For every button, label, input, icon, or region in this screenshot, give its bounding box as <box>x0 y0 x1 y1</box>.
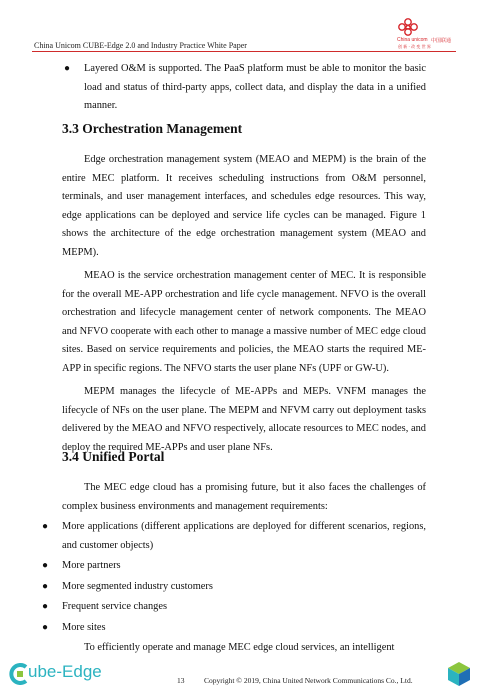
intro-bullet <box>62 60 426 116</box>
bullet-list <box>40 518 426 637</box>
paragraph: Edge orchestration management system (MEAO and MEPM) is the brain of the entire MEC platform. It receives scheduling instructions from O&M personnel, terminals, and user management interfaces, and schedules edge resources. This way, edge applications can be deployed and service life cycles can be managed. Figure 1 shows the architecture of the edge orchestration management system (MEAO and MEPM). <box>62 154 426 258</box>
bullet-dot-icon: ● <box>64 63 71 74</box>
list-item-text: More sites <box>62 621 106 633</box>
list-item <box>40 518 426 555</box>
list-item-text: Frequent service changes <box>62 601 168 612</box>
list-item <box>40 578 426 597</box>
paragraph: MEPM manages the lifecycle of ME-APPs and MEPs. VNFM manages the lifecycle of NFs on the user plane. The MEPM and NFVM carry out deployment tasks delivered by the MEAO and NFVO respectively, allocate resources to MEC nodes, and deploy the required ME-APPs and user plane NFs. <box>62 386 426 453</box>
bullet-dot-icon: ● <box>42 580 49 592</box>
section-heading-3-4: 3.4 Unified Portal <box>62 449 165 464</box>
list-item <box>40 557 426 576</box>
footer-brand-text: ube-Edge <box>28 662 102 681</box>
bullet-dot-icon: ● <box>42 621 49 633</box>
cube-icon <box>446 660 472 688</box>
list-item-text: More segmented industry customers <box>62 580 213 592</box>
china-unicom-logo-icon <box>394 16 422 38</box>
logo-text-cn: 中国联通 <box>431 38 452 44</box>
paragraph: MEAO is the service orchestration management center of MEC. It is responsible for the overall ME-APP orchestration and life cycle management. NFVO is the overall orchestration and lifecycle management center of network components. The MEAO and NFVO cooperate with each other to manage a massive number of MEC edge cloud sites. Based on service requirements and policies, the MEAO starts the required ME-APP in specific regions. The NFVO starts the user plane NFs (UPF or GW-U). <box>62 270 426 374</box>
list-item <box>40 619 426 638</box>
footer-brand-logo <box>8 662 108 686</box>
copyright: Copyright © 2019, China United Network Communications Co., Ltd. <box>204 676 413 685</box>
bullet-dot-icon: ● <box>42 521 49 532</box>
page-number: 13 <box>177 676 185 685</box>
paragraph: The MEC edge cloud has a promising future, but it also faces the challenges of complex business environments and management requirements: <box>62 482 426 512</box>
header-title: China Unicom CUBE-Edge 2.0 and Industry Practice White Paper <box>34 41 247 50</box>
section-heading-3-3: 3.3 Orchestration Management <box>62 121 243 136</box>
list-item <box>40 598 426 617</box>
section-3-4-body <box>42 479 426 658</box>
bullet-dot-icon: ● <box>42 560 49 571</box>
section-3-3-body <box>62 151 426 457</box>
bullet-dot-icon: ● <box>42 601 49 612</box>
logo-text-en: China unicom <box>397 37 428 43</box>
list-item-text: More partners <box>62 560 121 571</box>
list-item-text: More applications (different applications are deployed for different scenarios, regions, and customer objects) <box>62 521 426 551</box>
logo-slogan: 创 新 · 改 变 世 界 <box>398 44 431 49</box>
paragraph: To efficiently operate and manage MEC edge cloud services, an intelligent <box>84 642 395 653</box>
cube-c-logo-icon <box>8 663 30 685</box>
intro-bullet-text: Layered O&M is supported. The PaaS platform must be able to monitor the basic load and status of third-party apps, collect data, and display the data in a unified manner. <box>84 63 426 111</box>
header-divider <box>32 51 456 52</box>
